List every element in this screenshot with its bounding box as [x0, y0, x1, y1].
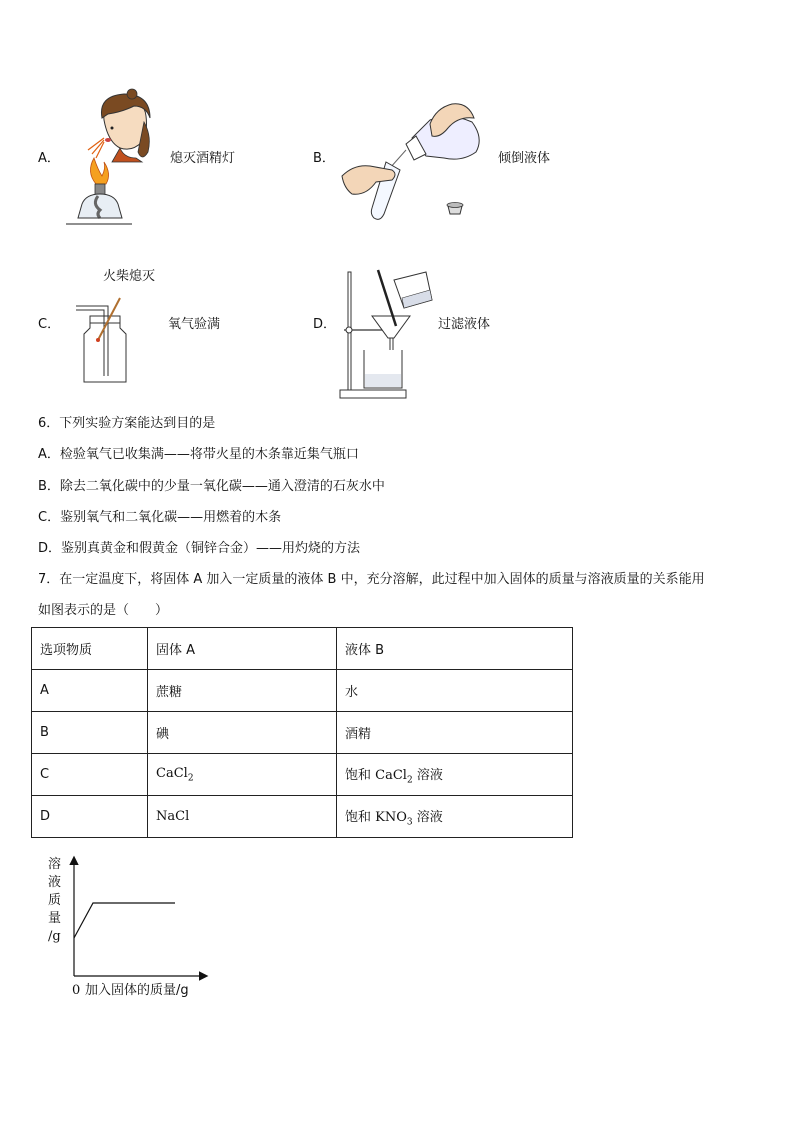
- question-6-option-a: A．检验氧气已收集满——将带火星的木条靠近集气瓶口: [38, 447, 359, 462]
- filtration-illustration: [338, 268, 438, 402]
- table-cell-option: D: [32, 796, 148, 838]
- y-axis-label-char: 质: [48, 893, 62, 908]
- y-axis-label-unit: /g: [48, 929, 61, 944]
- option-b-letter: B．: [313, 151, 335, 166]
- table-cell-solid: [148, 754, 337, 796]
- question-6-stem: 6．下列实验方案能达到目的是: [38, 416, 216, 431]
- option-b-caption: 倾倒液体: [498, 151, 551, 166]
- table-header-cell: 液体 B: [337, 628, 573, 670]
- y-axis-label-char: 量: [48, 911, 62, 926]
- graph-axes-and-curve: [66, 852, 216, 982]
- table-cell-option: C: [32, 754, 148, 796]
- option-a-caption: 熄灭酒精灯: [170, 151, 236, 166]
- substance-table: [31, 627, 573, 838]
- table-cell-liquid: [337, 796, 573, 838]
- option-d-caption: 过滤液体: [438, 317, 491, 332]
- table-cell-option: A: [32, 670, 148, 712]
- formula-text: KNO: [375, 809, 407, 825]
- formula-subscript: 3: [406, 817, 413, 828]
- formula-subscript: 2: [187, 773, 194, 784]
- table-cell-solid: 蔗糖: [148, 670, 337, 712]
- pouring-liquid-illustration: [340, 98, 490, 224]
- y-axis-label-char: 溶: [48, 857, 62, 872]
- table-header-cell: 固体 A: [148, 628, 337, 670]
- oxygen-collection-test-illustration: [76, 296, 136, 386]
- question-7-stem-line2: 如图表示的是（ ）: [38, 603, 169, 618]
- table-header-cell: 选项物质: [32, 628, 148, 670]
- option-c-caption: 氧气验满: [168, 317, 221, 332]
- option-a-letter: A．: [38, 151, 60, 166]
- graph-origin-label: 0: [72, 983, 81, 998]
- table-row: [32, 670, 573, 712]
- liquid-prefix: 饱和: [345, 809, 376, 825]
- formula-text: CaCl: [375, 767, 407, 783]
- y-axis-label-char: 液: [48, 875, 62, 890]
- table-cell-liquid: 水: [337, 670, 573, 712]
- question-6-option-d: D．鉴别真黄金和假黄金（铜锌合金）——用灼烧的方法: [38, 541, 361, 556]
- formula-text: CaCl: [156, 765, 188, 781]
- liquid-suffix: 溶液: [412, 809, 443, 825]
- table-cell-option: B: [32, 712, 148, 754]
- option-c-letter: C．: [38, 317, 61, 332]
- question-6-option-b: B．除去二氧化碳中的少量一氧化碳——通入澄清的石灰水中: [38, 479, 385, 494]
- table-header-row: [32, 628, 573, 670]
- table-row: [32, 796, 573, 838]
- option-d-letter: D．: [313, 317, 337, 332]
- option-c-note: 火柴熄灭: [103, 269, 156, 284]
- question-7-stem-line1: 7．在一定温度下，将固体 A 加入一定质量的液体 B 中，充分溶解，此过程中加入固体的质量与溶液质量的关系能用: [38, 572, 705, 587]
- alcohol-lamp-blowing-illustration: [62, 92, 172, 232]
- formula-subscript: 2: [406, 775, 413, 786]
- liquid-prefix: 饱和: [345, 767, 376, 783]
- table-cell-solid: NaCl: [148, 796, 337, 838]
- table-row: [32, 712, 573, 754]
- table-row: [32, 754, 573, 796]
- question-6-option-c: C．鉴别氧气和二氧化碳——用燃着的木条: [38, 510, 282, 525]
- x-axis-label: 加入固体的质量/g: [85, 983, 189, 998]
- table-cell-liquid: 酒精: [337, 712, 573, 754]
- table-cell-liquid: [337, 754, 573, 796]
- table-cell-solid: 碘: [148, 712, 337, 754]
- liquid-suffix: 溶液: [412, 767, 443, 783]
